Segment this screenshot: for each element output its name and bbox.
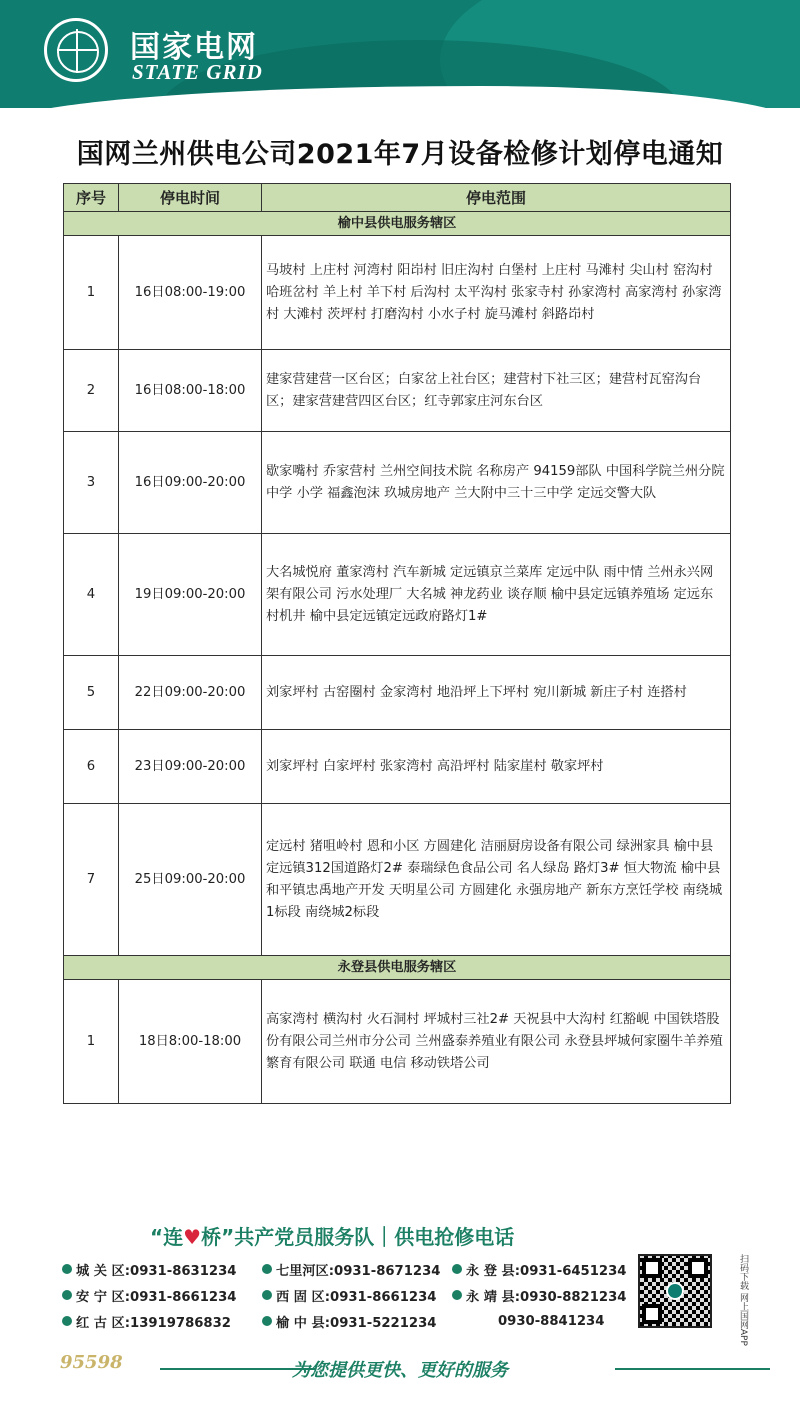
bullet-icon bbox=[262, 1316, 272, 1326]
row-scope: 建家营建营一区台区；白家岔上社台区；建营村下社三区；建营村瓦窑沟台区；建家营建营四区台区；红寺郭家庄河东台区 bbox=[262, 350, 731, 432]
row-scope: 刘家坪村 古窑圈村 金家湾村 地沿坪上下坪村 宛川新城 新庄子村 连搭村 bbox=[262, 656, 731, 730]
row-time: 25日09:00-20:00 bbox=[119, 804, 262, 956]
row-no: 7 bbox=[64, 804, 119, 956]
bullet-icon bbox=[262, 1290, 272, 1300]
district-name: 榆中县供电服务辖区 bbox=[64, 212, 731, 236]
brand-name-cn: 国家电网 bbox=[130, 30, 258, 65]
phone-row bbox=[62, 1282, 632, 1308]
bullet-icon bbox=[62, 1264, 72, 1274]
phone-list bbox=[62, 1256, 632, 1334]
bullet-icon bbox=[262, 1264, 272, 1274]
bullet-icon bbox=[62, 1316, 72, 1326]
table-row bbox=[64, 804, 731, 956]
row-no: 4 bbox=[64, 534, 119, 656]
phone-item: 城 关 区:0931-8631234 bbox=[62, 1260, 262, 1279]
row-scope: 定远村 猪咀岭村 恩和小区 方圆建化 洁丽厨房设备有限公司 绿洲家具 榆中县定远镇312国道路灯2# 泰瑞绿色食品公司 名人绿岛 路灯3# 恒大物流 榆中县和平镇忠禹地产开发 天明星公司 方圆建化 永强房地产 新东方烹饪学校 南绕城1标段 南绕城2标段 bbox=[262, 804, 731, 956]
header-scope: 停电范围 bbox=[262, 184, 731, 212]
phone-item: 榆 中 县:0931-5221234 bbox=[262, 1312, 452, 1331]
row-time: 19日09:00-20:00 bbox=[119, 534, 262, 656]
row-time: 23日09:00-20:00 bbox=[119, 730, 262, 804]
state-grid-logo-icon bbox=[44, 18, 108, 82]
bullet-icon bbox=[452, 1264, 462, 1274]
row-time: 16日08:00-18:00 bbox=[119, 350, 262, 432]
row-time: 16日08:00-19:00 bbox=[119, 236, 262, 350]
phone-item: 西 固 区:0931-8661234 bbox=[262, 1286, 452, 1305]
bullet-icon bbox=[452, 1290, 462, 1300]
phone-item: 安 宁 区:0931-8661234 bbox=[62, 1286, 262, 1305]
team-title-post: 桥”共产党员服务队｜ bbox=[201, 1225, 395, 1249]
phone-item: 永 登 县:0931-6451234 bbox=[452, 1260, 632, 1279]
district-row bbox=[64, 212, 731, 236]
table-row bbox=[64, 730, 731, 804]
row-time: 22日09:00-20:00 bbox=[119, 656, 262, 730]
row-no: 6 bbox=[64, 730, 119, 804]
heart-icon: ♥ bbox=[183, 1225, 202, 1249]
table-row bbox=[64, 534, 731, 656]
row-time: 18日8:00-18:00 bbox=[119, 980, 262, 1104]
header-banner bbox=[0, 0, 800, 108]
bullet-icon bbox=[62, 1290, 72, 1300]
hotline-title: 供电抢修电话 bbox=[394, 1225, 515, 1249]
row-no: 3 bbox=[64, 432, 119, 534]
phone-item: 七里河区:0931-8671234 bbox=[262, 1260, 452, 1279]
row-no: 1 bbox=[64, 236, 119, 350]
table-header-row bbox=[64, 184, 731, 212]
row-scope: 歇家嘴村 乔家营村 兰州空间技术院 名称房产 94159部队 中国科学院兰州分院中学 小学 福鑫泡沫 玖城房地产 兰大附中三十三中学 定远交警大队 bbox=[262, 432, 731, 534]
row-time: 16日09:00-20:00 bbox=[119, 432, 262, 534]
row-scope: 刘家坪村 白家坪村 张家湾村 高沿坪村 陆家崖村 敬家坪村 bbox=[262, 730, 731, 804]
table-row bbox=[64, 432, 731, 534]
qr-code-icon bbox=[638, 1254, 712, 1328]
row-no: 2 bbox=[64, 350, 119, 432]
phone-row bbox=[62, 1256, 632, 1282]
row-scope: 马坡村 上庄村 河湾村 阳岇村 旧庄沟村 白堡村 上庄村 马滩村 尖山村 窑沟村 哈班岔村 羊上村 羊下村 后沟村 太平沟村 张家寺村 孙家湾村 高家湾村 孙家湾村 大滩村 茨坪村 打磨沟村 小水子村 旋马滩村 斜路岇村 bbox=[262, 236, 731, 350]
header-time: 停电时间 bbox=[119, 184, 262, 212]
phone-item: 红 古 区:13919786832 bbox=[62, 1312, 262, 1331]
service-number-logo: 95598 bbox=[60, 1352, 123, 1373]
qr-caption: 扫码下载 网上国网APP bbox=[738, 1254, 748, 1346]
table-row bbox=[64, 236, 731, 350]
district-row bbox=[64, 956, 731, 980]
phone-item: 0930-8841234 bbox=[498, 1313, 605, 1329]
district-name: 永登县供电服务辖区 bbox=[64, 956, 731, 980]
brand-name-en: STATE GRID bbox=[132, 60, 263, 84]
page-title: 国网兰州供电公司2021年7月设备检修计划停电通知 bbox=[76, 139, 724, 170]
phone-item: 永 靖 县:0930-8821234 bbox=[452, 1286, 632, 1305]
service-team-title bbox=[150, 1221, 514, 1250]
outage-table bbox=[63, 183, 731, 1104]
header-no: 序号 bbox=[64, 184, 119, 212]
team-title-pre: “连 bbox=[150, 1225, 184, 1249]
row-no: 5 bbox=[64, 656, 119, 730]
table-row bbox=[64, 656, 731, 730]
row-scope: 高家湾村 横沟村 火石洞村 坪城村三社2# 天祝县中大沟村 红豁岘 中国铁塔股份有限公司兰州市分公司 兰州盛泰养殖业有限公司 永登县坪城何家圈牛羊养殖繁育有限公司 联通 电信 移动铁塔公司 bbox=[262, 980, 731, 1104]
slogan: 为您提供更快、更好的服务 bbox=[292, 1360, 508, 1381]
table-row bbox=[64, 350, 731, 432]
row-no: 1 bbox=[64, 980, 119, 1104]
table-row bbox=[64, 980, 731, 1104]
phone-row bbox=[62, 1308, 632, 1334]
row-scope: 大名城悦府 董家湾村 汽车新城 定远镇京兰菜库 定远中队 雨中情 兰州永兴网架有限公司 污水处理厂 大名城 神龙药业 谈存顺 榆中县定远镇养殖场 定远东村机井 榆中县定远镇定远政府路灯1# bbox=[262, 534, 731, 656]
